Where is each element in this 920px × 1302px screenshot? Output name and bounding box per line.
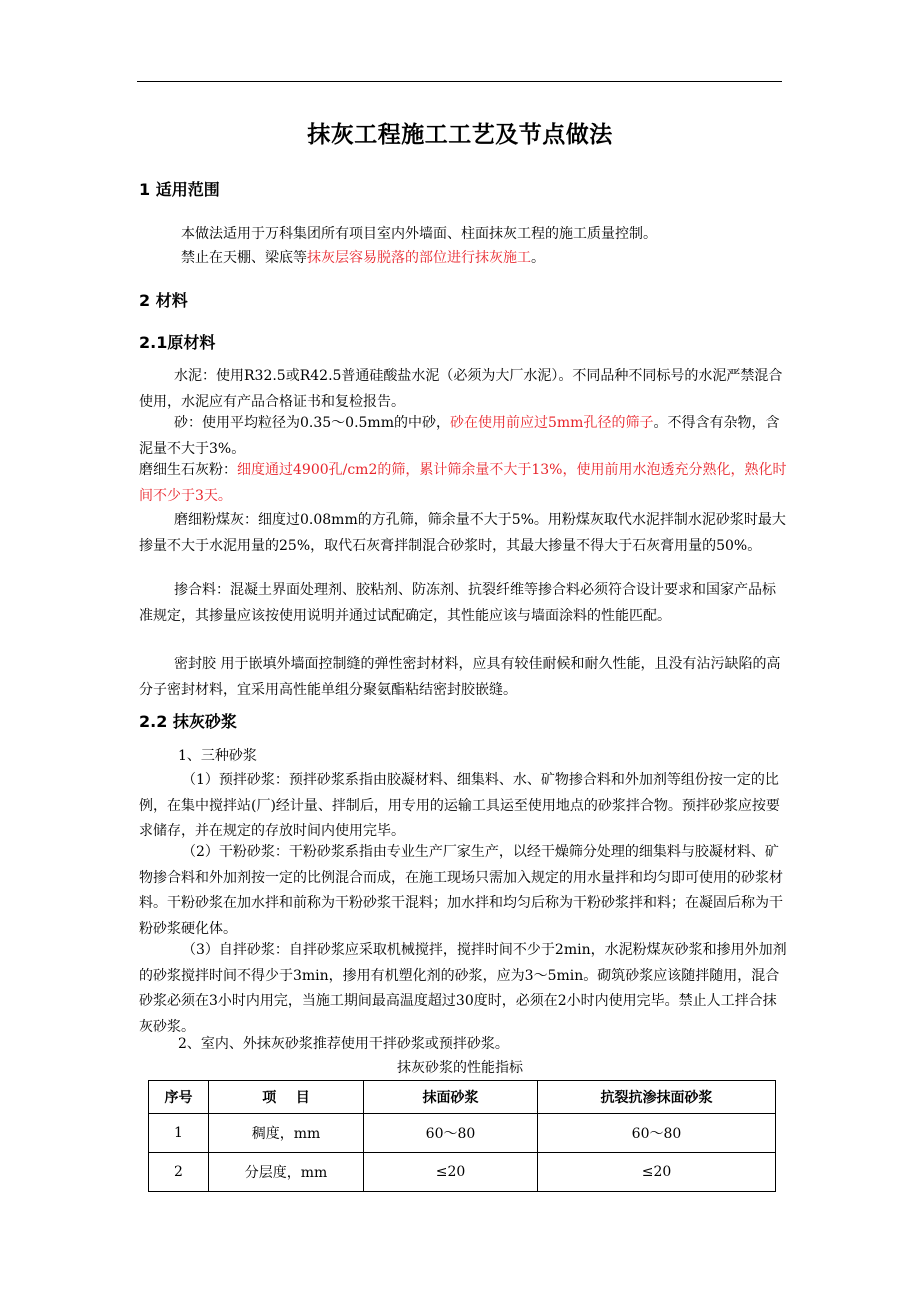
table-cell: 2 bbox=[149, 1153, 209, 1192]
mortar-item-1: 1、三种砂浆 bbox=[178, 748, 257, 764]
mortar-performance-table bbox=[148, 1080, 776, 1192]
table-row bbox=[149, 1114, 776, 1153]
scope-line-2-highlight: 抹灰层容易脱落的部位进行抹灰施工 bbox=[307, 250, 531, 266]
header-index: 序号 bbox=[149, 1081, 209, 1114]
lime-text-a: 磨细生石灰粉： bbox=[139, 462, 237, 478]
site-mortar-paragraph: （3）自拌砂浆：自拌砂浆应采取机械搅拌，搅拌时间不少于2min，水泥粉煤灰砂浆和掺用外加剂的砂浆搅拌时间不得少于3min，掺用有机塑化剂的砂浆，应为3～5min。砌筑砂浆应该随拌随用，混合砂浆必须在3小时内用完，当施工期间最高温度超过30度时，必须在2小时内使用完毕。禁止人工拌合抹灰砂浆。 bbox=[139, 942, 787, 1035]
admixture-paragraph: 掺合料：混凝土界面处理剂、胶粘剂、防冻剂、抗裂纤维等掺合料必须符合设计要求和国家产品标准规定，其掺量应该按使用说明并通过试配确定，其性能应该与墙面涂料的性能匹配。 bbox=[139, 582, 776, 624]
section-2-2-heading: 2.2 抹灰砂浆 bbox=[139, 712, 237, 731]
scope-line-2a: 禁止在天棚、梁底等 bbox=[181, 250, 307, 266]
document-title: 抹灰工程施工工艺及节点做法 bbox=[307, 122, 613, 148]
sand-highlight: 砂在使用前应过5mm孔径的筛子 bbox=[450, 415, 654, 431]
scope-line-1: 本做法适用于万科集团所有项目室内外墙面、柱面抹灰工程的施工质量控制。 bbox=[181, 226, 657, 242]
section-2-1-heading: 2.1原材料 bbox=[139, 333, 216, 352]
flyash-paragraph: 磨细粉煤灰：细度过0.08mm的方孔筛，筛余量不大于5%。用粉煤灰取代水泥拌制水泥砂浆时最大掺量不大于水泥用量的25%，取代石灰膏拌制混合砂浆时，其最大掺量不得大于石灰膏用量的50%。 bbox=[139, 512, 786, 554]
sand-text-a: 砂：使用平均粒径为0.35～0.5mm的中砂， bbox=[174, 415, 450, 431]
table-row bbox=[149, 1153, 776, 1192]
table-header-row bbox=[149, 1081, 776, 1114]
header-crack-resistant-mortar: 抗裂抗渗抹面砂浆 bbox=[538, 1081, 776, 1114]
table-cell: ≤20 bbox=[364, 1153, 538, 1192]
table-cell: ≤20 bbox=[538, 1153, 776, 1192]
lime-paragraph bbox=[139, 458, 789, 509]
dry-mortar-paragraph: （2）干粉砂浆：干粉砂浆系指由专业生产厂家生产，以经干燥筛分处理的细集料与胶凝材料、矿物掺合料和外加剂按一定的比例混合而成，在施工现场只需加入规定的用水量拌和均匀即可使用的砂浆材料。干粉砂浆在加水拌和前称为干粉砂浆干混料；加水拌和均匀后称为干粉砂浆拌和料；在凝固后称为干粉砂浆硬化体。 bbox=[139, 844, 783, 937]
sand-text-c: 。不得含有杂物，含泥量不大于3%。 bbox=[139, 415, 780, 457]
table-cell: 分层度，mm bbox=[209, 1153, 364, 1192]
premix-mortar-paragraph: （1）预拌砂浆：预拌砂浆系指由胶凝材料、细集料、水、矿物掺合料和外加剂等组份按一定的比例，在集中搅拌站(厂)经计量、拌制后，用专用的运输工具运至使用地点的砂浆拌合物。预拌砂浆应按要求储存，并在规定的存放时间内使用完毕。 bbox=[139, 772, 780, 839]
scope-line-2c: 。 bbox=[531, 250, 545, 266]
table-cell: 稠度，mm bbox=[209, 1114, 364, 1153]
sand-paragraph bbox=[139, 411, 789, 462]
section-1-heading: 1 适用范围 bbox=[139, 180, 220, 199]
scope-line-2 bbox=[181, 247, 545, 269]
header-rule bbox=[137, 81, 782, 82]
table-cell: 1 bbox=[149, 1114, 209, 1153]
table-caption: 抹灰砂浆的性能指标 bbox=[397, 1060, 523, 1076]
table-cell: 60～80 bbox=[364, 1114, 538, 1153]
mortar-item-2: 2、室内、外抹灰砂浆推荐使用干拌砂浆或预拌砂浆。 bbox=[178, 1036, 509, 1052]
table-cell: 60～80 bbox=[538, 1114, 776, 1153]
header-plaster-mortar: 抹面砂浆 bbox=[364, 1081, 538, 1114]
lime-highlight: 细度通过4900孔/cm2的筛，累计筛余量不大于13%，使用前用水泡透充分熟化，熟化时间不少于3天。 bbox=[139, 462, 787, 504]
section-2-heading: 2 材料 bbox=[139, 291, 188, 310]
cement-paragraph: 水泥：使用R32.5或R42.5普通硅酸盐水泥（必须为大厂水泥）。不同品种不同标号的水泥严禁混合使用，水泥应有产品合格证书和复检报告。 bbox=[139, 368, 783, 410]
header-item: 项 目 bbox=[209, 1081, 364, 1114]
sealant-paragraph: 密封胶 用于嵌填外墙面控制缝的弹性密封材料，应具有较佳耐候和耐久性能，且没有沾污缺陷的高分子密封材料，宜采用高性能单组分聚氨酯粘结密封胶嵌缝。 bbox=[139, 656, 781, 698]
